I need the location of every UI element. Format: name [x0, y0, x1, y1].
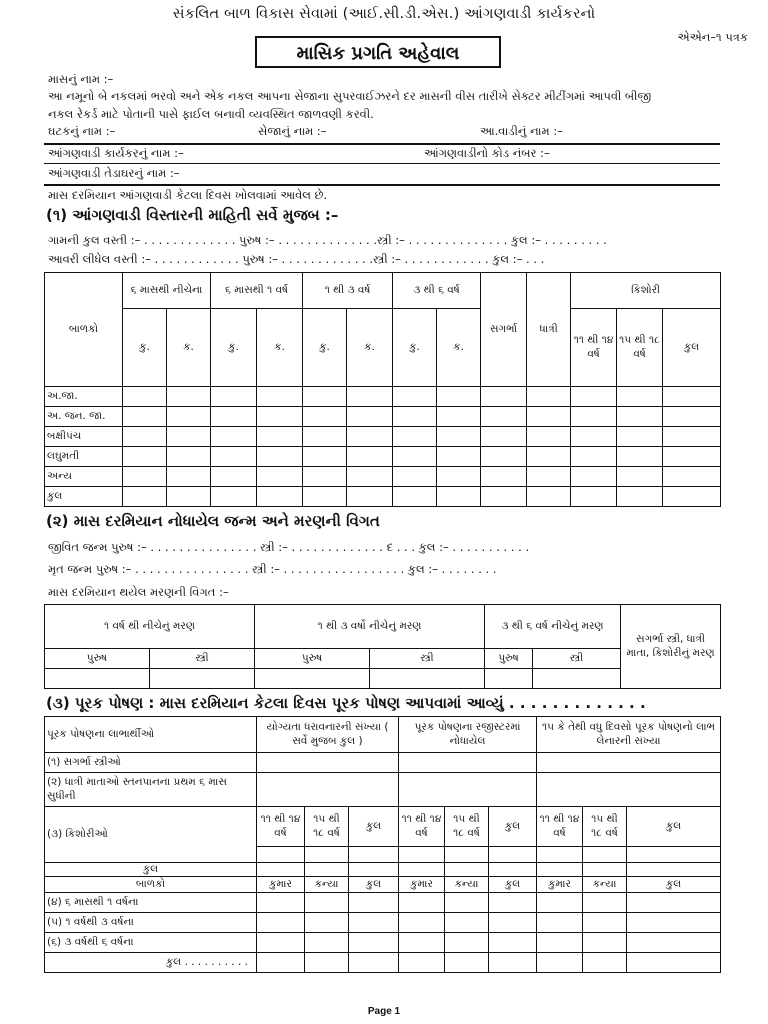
divider: [44, 184, 720, 186]
worker-name-label: આંગણવાડી કાર્યકરનું નામ :–: [48, 146, 184, 160]
lactating-header: ધાત્રી: [527, 273, 571, 387]
deaths-table: [44, 604, 721, 689]
registered-header: પૂરક પોષણના રજીસ્ટરમાં નોધાયેલ: [399, 717, 537, 753]
boy-col: કુમાર: [257, 877, 305, 893]
6-months-to-1-year-row: (૪) ૬ માસથી ૧ વર્ષના: [45, 893, 257, 913]
adolescent-header: કિશોરી: [571, 273, 721, 309]
nutrition-table: [44, 716, 721, 973]
age-15-18-header: ૧૫ થી ૧૮ વર્ષ: [617, 309, 663, 387]
3-to-6-years-row: (૬) ૩ વર્ષથી ૬ વર્ષના: [45, 933, 257, 953]
total-header: કુલ: [663, 309, 721, 387]
male-col: કુ.: [211, 309, 257, 387]
total-header: કુલ: [489, 807, 537, 847]
total-header: કુલ: [627, 807, 721, 847]
under-6-months-header: ૬ માસથી નીચેના: [123, 273, 211, 309]
age-11-14-header: ૧૧ થી ૧૪ વર્ષ: [537, 807, 583, 847]
population-table: [44, 272, 721, 507]
girl-col: કન્યા: [305, 877, 349, 893]
girl-col: કન્યા: [445, 877, 489, 893]
row-label: લઘુમતી: [45, 447, 123, 467]
female-col: ક.: [167, 309, 211, 387]
row-label: અન્ય: [45, 467, 123, 487]
children-header: બાળકો: [45, 273, 123, 387]
subtotal-row-label: કુલ: [45, 863, 257, 877]
male-col: કુ.: [393, 309, 437, 387]
awc-code-label: આંગણવાડીનો કોડ નંબર :–: [424, 146, 550, 160]
report-title: માસિક પ્રગતિ અહેવાલ: [255, 36, 501, 68]
age-11-14-header: ૧૧ થી ૧૪ વર્ષ: [399, 807, 445, 847]
grand-total-row: કુલ . . . . . . . . . .: [45, 953, 257, 973]
age-11-14-header: ૧૧ થી ૧૪ વર્ષ: [571, 309, 617, 387]
3-to-6-years-deaths-header: ૩ થી ૬ વર્ષ નીચેનું મરણ: [485, 605, 621, 649]
female-col: ક.: [347, 309, 393, 387]
row-label: કુલ: [45, 487, 123, 507]
total-col: કુલ: [349, 877, 399, 893]
male-col: કુ.: [123, 309, 167, 387]
1-to-3-years-deaths-header: ૧ થી ૩ વર્ષો નીચેનું મરણ: [255, 605, 485, 649]
instructions-line-1: આ નમૂનો બે નકલમાં ભરવો અને એક નકલ આપના સેજાના સુપરવાઈઝરને દર માસની વીસ તારીખે સેક્ટર મીટીંગમાં આપવી બીજી: [48, 89, 652, 103]
total-col: કુલ: [489, 877, 537, 893]
maternal-deaths-header: સગર્ભા સ્ત્રી, ધાત્રી માતા, કિશોરીનું મરણ: [621, 605, 721, 689]
divider: [44, 143, 720, 145]
lactating-mothers-row: (૨) ધાત્રી માતાઓ સ્તનપાનના પ્રથમ ૬ માસ સુધીની: [45, 773, 257, 807]
boy-col: કુમાર: [399, 877, 445, 893]
divider: [44, 163, 720, 164]
female-col: ક.: [437, 309, 481, 387]
instructions-line-2: નકલ રેકર્ડ માટે પોતાની પાસે ફાઈલ બનાવી વ્યવસ્થિત જાળવણી કરવી.: [48, 107, 374, 121]
under-1-year-deaths-header: ૧ વર્ષ થી નીચેનું મરણ: [45, 605, 255, 649]
month-name-label: માસનું નામ :–: [48, 72, 114, 86]
female-col: સ્ત્રી: [370, 649, 485, 669]
row-label: અ. જન. જા.: [45, 407, 123, 427]
program-title: સંકલિત બાળ વિકાસ સેવામાં (આઈ.સી.ડી.એસ.) આંગણવાડી કાર્યકરનો: [172, 6, 596, 22]
female-col: સ્ત્રી: [150, 649, 255, 669]
6-months-to-1-year-header: ૬ માસથી ૧ વર્ષ: [211, 273, 303, 309]
form-code: એએન–૧ પત્રક: [677, 30, 748, 44]
ghatak-name-label: ઘટકનું નામ :–: [48, 124, 116, 138]
awc-name-label: આ.વાડીનું નામ :–: [480, 124, 563, 138]
male-col: પુરુષ: [255, 649, 370, 669]
benefited-header: ૧૫ કે તેથી વધુ દિવસો પૂરક પોષણનો લાભ લેનારની સંખ્યા: [537, 717, 721, 753]
age-15-18-header: ૧૫ થી ૧૮ વર્ષ: [305, 807, 349, 847]
male-col: પુરુષ: [485, 649, 533, 669]
male-col: પુરુષ: [45, 649, 150, 669]
total-col: કુલ: [627, 877, 721, 893]
section-2-heading: (૨) માસ દરમિયાન નોધાયેલ જન્મ અને મરણની વિગત: [46, 512, 380, 530]
girl-col: કન્યા: [583, 877, 627, 893]
still-births-line: મૃત જન્મ પુરુષ :– . . . . . . . . . . . . . . . . સ્ત્રી :– . . . . . . . . . . . . . . . . . કુલ :– . . . . . . . .: [48, 562, 497, 576]
helper-name-label: આંગણવાડી તેડાઘરનું નામ :–: [48, 166, 180, 180]
beneficiaries-header: પૂરક પોષણના લાભાર્થીઓ: [45, 717, 257, 753]
age-15-18-header: ૧૫ થી ૧૮ વર્ષ: [583, 807, 627, 847]
children-header: બાળકો: [45, 877, 257, 893]
1-to-3-years-row: (૫) ૧ વર્ષથી ૩ વર્ષના: [45, 913, 257, 933]
female-col: સ્ત્રી: [533, 649, 621, 669]
seja-name-label: સેજાનું નામ :–: [258, 124, 327, 138]
1-to-3-years-header: ૧ થી ૩ વર્ષ: [303, 273, 393, 309]
page-number: Page 1: [367, 1006, 401, 1017]
male-col: કુ.: [303, 309, 347, 387]
death-details-label: માસ દરમિયાન થયેલ મરણની વિગત :–: [48, 585, 229, 599]
total-header: કુલ: [349, 807, 399, 847]
eligible-count-header: યોગ્યતા ધરાવનારની સંખ્યા ( સર્વે મુજબ કુલ ): [257, 717, 399, 753]
section-1-heading: (૧) આંગણવાડી વિસ્તારની માહિતી સર્વે મુજબ :–: [46, 206, 339, 224]
live-births-line: જીવિત જન્મ પુરુષ :– . . . . . . . . . . . . . . . સ્ત્રી :– . . . . . . . . . . . . . દ . . . કુલ :– . . . . . . . . . . .: [48, 540, 530, 554]
pregnant-header: સગર્ભા: [481, 273, 527, 387]
female-col: ક.: [257, 309, 303, 387]
row-label: અ.જા.: [45, 387, 123, 407]
row-label: બક્ષીપંચ: [45, 427, 123, 447]
covered-population-line: આવરી લીધેલ વસ્તી :– . . . . . . . . . . . . પુરુષ :– . . . . . . . . . . . . .સ્ત્રી :– . . . . . . . . . . . . કુલ :– . . .: [48, 252, 545, 266]
adolescent-girls-row: (૩) કિશોરીઓ: [45, 807, 257, 863]
age-11-14-header: ૧૧ થી ૧૪ વર્ષ: [257, 807, 305, 847]
village-population-line: ગામની કુલ વસ્તી :– . . . . . . . . . . . . . પુરુષ :– . . . . . . . . . . . . . .સ્ત્રી :– . . . . . . . . . . . . . . કુલ :– . . . . . . . . .: [48, 233, 607, 247]
days-open-label: માસ દરમિયાન આંગણવાડી કેટલા દિવસ ખોલવામાં આવેલ છે.: [48, 188, 328, 202]
section-3-heading: (૩) પૂરક પોષણ : માસ દરમિયાન કેટલા દિવસ પૂરક પોષણ આપવામાં આવ્યું . . . . . . . . . . . . .: [46, 694, 646, 712]
boy-col: કુમાર: [537, 877, 583, 893]
age-15-18-header: ૧૫ થી ૧૮ વર્ષ: [445, 807, 489, 847]
3-to-6-years-header: ૩ થી ૬ વર્ષ: [393, 273, 481, 309]
pregnant-women-row: (૧) સગર્ભા સ્ત્રીઓ: [45, 753, 257, 773]
